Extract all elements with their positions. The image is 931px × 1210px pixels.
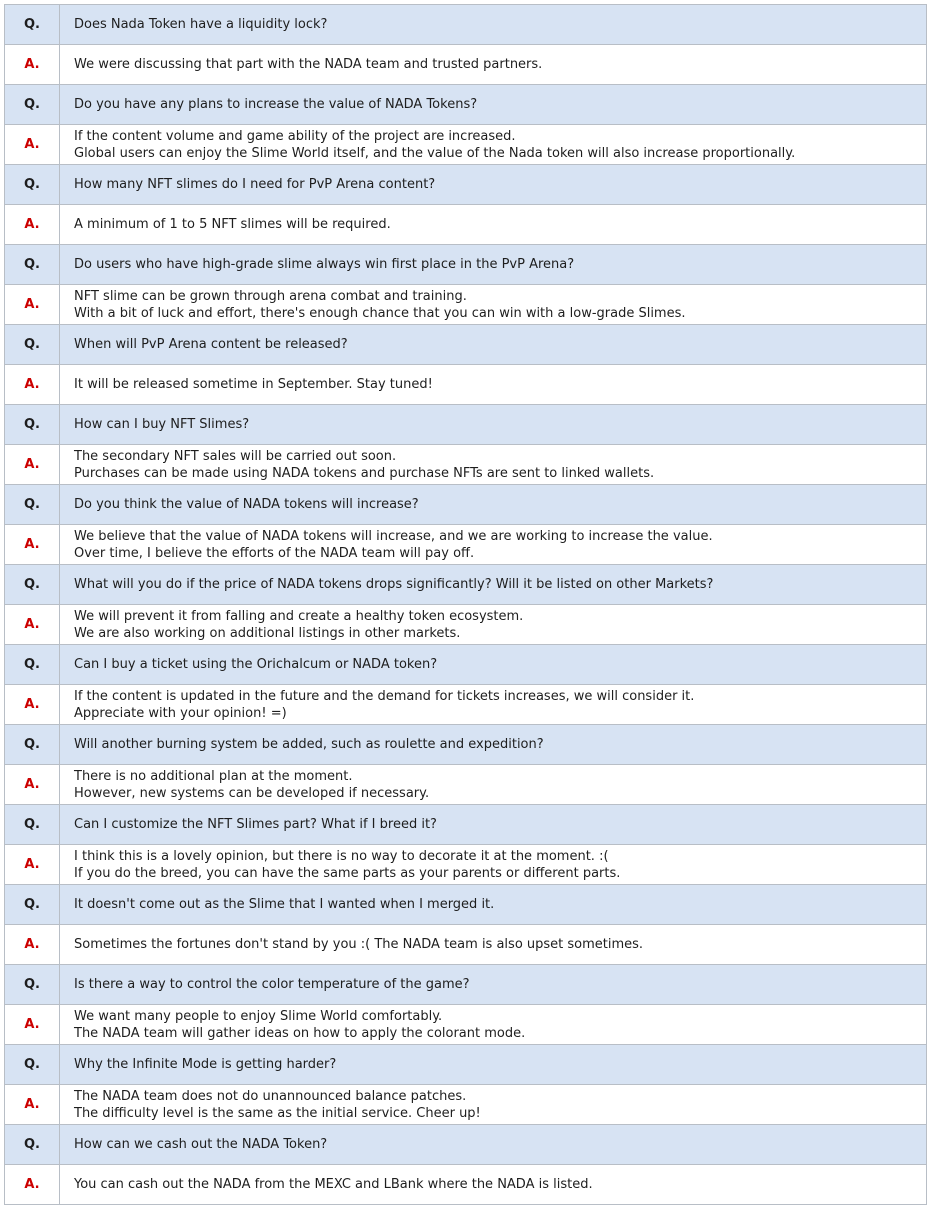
question-text: Why the Infinite Mode is getting harder? xyxy=(60,1045,927,1085)
answer-text: You can cash out the NADA from the MEXC and LBank where the NADA is listed. xyxy=(60,1165,927,1205)
question-label: Q. xyxy=(5,245,60,285)
question-row xyxy=(5,165,927,205)
answer-label: A. xyxy=(5,845,60,885)
question-text: Can I customize the NFT Slimes part? What if I breed it? xyxy=(60,805,927,845)
faq-table xyxy=(4,4,927,1205)
question-row xyxy=(5,805,927,845)
question-text: Do users who have high-grade slime always win first place in the PvP Arena? xyxy=(60,245,927,285)
question-row xyxy=(5,1045,927,1085)
question-text: How can I buy NFT Slimes? xyxy=(60,405,927,445)
answer-label: A. xyxy=(5,685,60,725)
question-label: Q. xyxy=(5,165,60,205)
answer-row xyxy=(5,925,927,965)
question-label: Q. xyxy=(5,85,60,125)
answer-label: A. xyxy=(5,445,60,485)
question-text: Will another burning system be added, such as roulette and expedition? xyxy=(60,725,927,765)
question-row xyxy=(5,85,927,125)
question-label: Q. xyxy=(5,805,60,845)
answer-text: The secondary NFT sales will be carried out soon. Purchases can be made using NADA tokens and purchase NFTs are sent to linked wallets. xyxy=(60,445,927,485)
question-label: Q. xyxy=(5,485,60,525)
question-label: Q. xyxy=(5,645,60,685)
question-text: When will PvP Arena content be released? xyxy=(60,325,927,365)
answer-row xyxy=(5,845,927,885)
answer-row xyxy=(5,365,927,405)
question-text: Can I buy a ticket using the Orichalcum or NADA token? xyxy=(60,645,927,685)
answer-text: We want many people to enjoy Slime World comfortably. The NADA team will gather ideas on how to apply the colorant mode. xyxy=(60,1005,927,1045)
answer-row xyxy=(5,765,927,805)
answer-row xyxy=(5,685,927,725)
question-label: Q. xyxy=(5,1045,60,1085)
answer-text: A minimum of 1 to 5 NFT slimes will be required. xyxy=(60,205,927,245)
answer-text: I think this is a lovely opinion, but there is no way to decorate it at the moment. :( If you do the breed, you can have the same parts as your parents or different parts. xyxy=(60,845,927,885)
answer-row xyxy=(5,1005,927,1045)
answer-text: If the content is updated in the future and the demand for tickets increases, we will consider it. Appreciate with your opinion! =) xyxy=(60,685,927,725)
answer-text: If the content volume and game ability of the project are increased. Global users can enjoy the Slime World itself, and the value of the Nada token will also increase proportionally. xyxy=(60,125,927,165)
question-row xyxy=(5,245,927,285)
answer-label: A. xyxy=(5,1165,60,1205)
question-text: Do you think the value of NADA tokens will increase? xyxy=(60,485,927,525)
answer-label: A. xyxy=(5,205,60,245)
answer-row xyxy=(5,525,927,565)
answer-label: A. xyxy=(5,365,60,405)
answer-row xyxy=(5,1085,927,1125)
answer-text: Sometimes the fortunes don't stand by you :( The NADA team is also upset sometimes. xyxy=(60,925,927,965)
question-text: How can we cash out the NADA Token? xyxy=(60,1125,927,1165)
answer-row xyxy=(5,1165,927,1205)
answer-row xyxy=(5,205,927,245)
answer-text: NFT slime can be grown through arena combat and training. With a bit of luck and effort, there's enough chance that you can win with a low-grade Slimes. xyxy=(60,285,927,325)
question-row xyxy=(5,485,927,525)
answer-label: A. xyxy=(5,1085,60,1125)
question-text: Is there a way to control the color temperature of the game? xyxy=(60,965,927,1005)
answer-row xyxy=(5,445,927,485)
question-row xyxy=(5,5,927,45)
answer-label: A. xyxy=(5,45,60,85)
answer-text: It will be released sometime in September. Stay tuned! xyxy=(60,365,927,405)
question-label: Q. xyxy=(5,885,60,925)
answer-text: We believe that the value of NADA tokens will increase, and we are working to increase the value. Over time, I believe the efforts of the NADA team will pay off. xyxy=(60,525,927,565)
answer-row xyxy=(5,605,927,645)
answer-text: We will prevent it from falling and create a healthy token ecosystem. We are also working on additional listings in other markets. xyxy=(60,605,927,645)
answer-label: A. xyxy=(5,765,60,805)
answer-label: A. xyxy=(5,525,60,565)
question-label: Q. xyxy=(5,5,60,45)
answer-label: A. xyxy=(5,925,60,965)
answer-label: A. xyxy=(5,605,60,645)
faq-table-body xyxy=(5,5,927,1205)
answer-row xyxy=(5,125,927,165)
question-label: Q. xyxy=(5,965,60,1005)
question-text: Does Nada Token have a liquidity lock? xyxy=(60,5,927,45)
question-row xyxy=(5,325,927,365)
question-label: Q. xyxy=(5,565,60,605)
question-row xyxy=(5,965,927,1005)
answer-text: We were discussing that part with the NADA team and trusted partners. xyxy=(60,45,927,85)
answer-label: A. xyxy=(5,285,60,325)
question-row xyxy=(5,645,927,685)
question-text: It doesn't come out as the Slime that I wanted when I merged it. xyxy=(60,885,927,925)
answer-row xyxy=(5,285,927,325)
question-label: Q. xyxy=(5,325,60,365)
question-row xyxy=(5,405,927,445)
answer-text: There is no additional plan at the moment. However, new systems can be developed if necessary. xyxy=(60,765,927,805)
question-label: Q. xyxy=(5,405,60,445)
answer-text: The NADA team does not do unannounced balance patches. The difficulty level is the same as the initial service. Cheer up! xyxy=(60,1085,927,1125)
question-text: What will you do if the price of NADA tokens drops significantly? Will it be listed on other Markets? xyxy=(60,565,927,605)
answer-label: A. xyxy=(5,125,60,165)
question-text: Do you have any plans to increase the value of NADA Tokens? xyxy=(60,85,927,125)
question-label: Q. xyxy=(5,725,60,765)
question-row xyxy=(5,885,927,925)
question-row xyxy=(5,565,927,605)
answer-row xyxy=(5,45,927,85)
question-row xyxy=(5,725,927,765)
question-text: How many NFT slimes do I need for PvP Arena content? xyxy=(60,165,927,205)
question-label: Q. xyxy=(5,1125,60,1165)
answer-label: A. xyxy=(5,1005,60,1045)
question-row xyxy=(5,1125,927,1165)
